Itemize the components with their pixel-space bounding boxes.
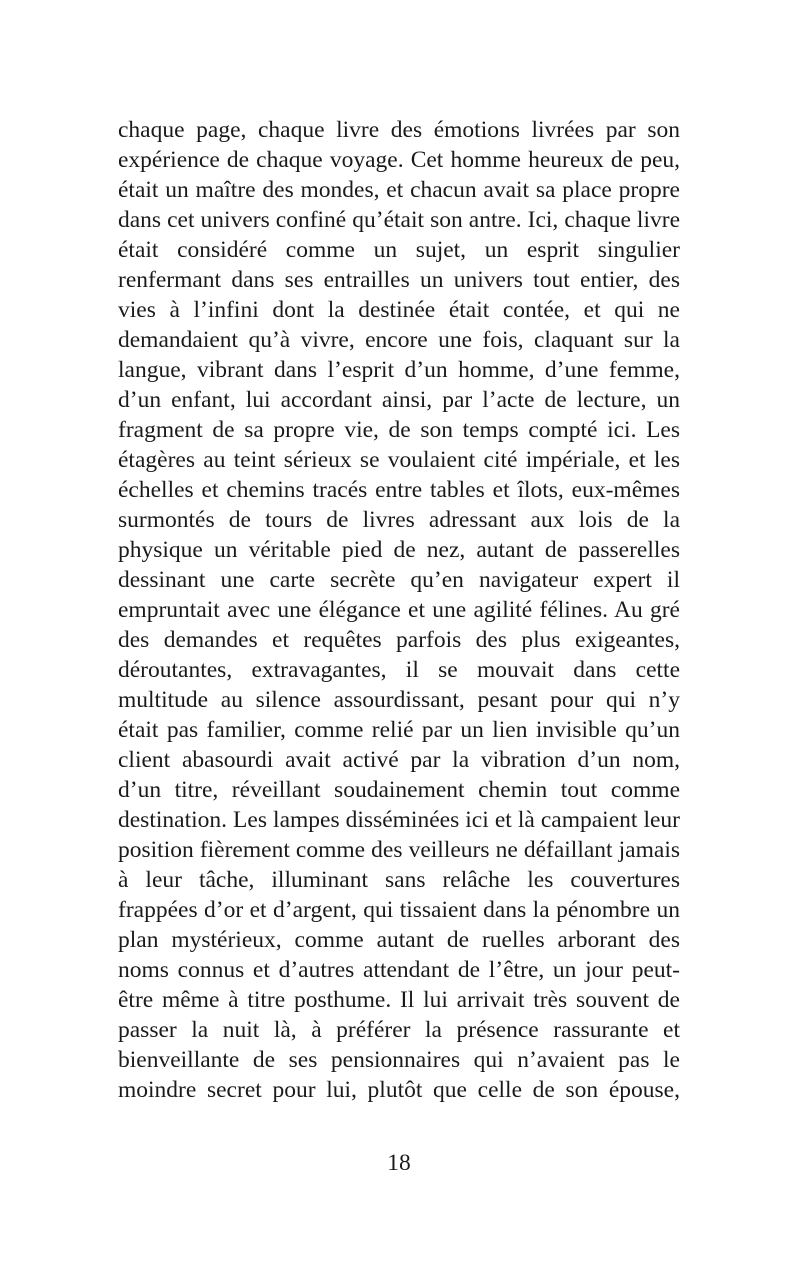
text-line: bienveillante de ses pensionnaires qui n’avaient pas le [118, 1047, 680, 1073]
body-text [118, 115, 680, 1105]
text-line: étagères au teint sérieux se voulaient cité impériale, et les [118, 447, 680, 473]
text-line: des demandes et requêtes parfois des plus exigeantes, [118, 627, 680, 653]
text-line: déroutantes, extravagantes, il se mouvait dans cette [118, 657, 680, 683]
text-line: langue, vibrant dans l’esprit d’un homme, d’une femme, [118, 357, 680, 383]
text-line: dans cet univers confiné qu’était son antre. Ici, chaque livre [118, 207, 680, 233]
text-line: était considéré comme un sujet, un esprit singulier [118, 237, 680, 263]
text-line: client abasourdi avait activé par la vibration d’un nom, [118, 747, 680, 773]
text-line: dessinant une carte secrète qu’en navigateur expert il [118, 567, 680, 593]
text-line: d’un titre, réveillant soudainement chemin tout comme [118, 777, 680, 803]
text-line: fragment de sa propre vie, de son temps compté ici. Les [118, 417, 680, 443]
text-line: expérience de chaque voyage. Cet homme heureux de peu, [118, 147, 680, 173]
text-line: surmontés de tours de livres adressant aux lois de la [118, 507, 680, 533]
text-line: d’un enfant, lui accordant ainsi, par l’acte de lecture, un [118, 387, 680, 413]
text-line: chaque page, chaque livre des émotions livrées par son [118, 117, 680, 143]
text-line: vies à l’infini dont la destinée était contée, et qui ne [118, 297, 680, 323]
text-line: destination. Les lampes disséminées ici et là campaient leur [118, 807, 680, 833]
text-line: plan mystérieux, comme autant de ruelles arborant des [118, 927, 680, 953]
text-line: position fièrement comme des veilleurs ne défaillant jamais [118, 837, 680, 863]
text-line: empruntait avec une élégance et une agilité félines. Au gré [118, 597, 680, 623]
text-line: noms connus et d’autres attendant de l’être, un jour peut- [118, 957, 680, 983]
text-line: multitude au silence assourdissant, pesant pour qui n’y [118, 687, 680, 713]
text-line: à leur tâche, illuminant sans relâche les couvertures [118, 867, 680, 893]
text-line: renfermant dans ses entrailles un univers tout entier, des [118, 267, 680, 293]
text-line: passer la nuit là, à préférer la présence rassurante et [118, 1017, 680, 1043]
text-line: moindre secret pour lui, plutôt que celle de son épouse, [118, 1077, 680, 1103]
text-line: frappées d’or et d’argent, qui tissaient dans la pénombre un [118, 897, 680, 923]
text-line: échelles et chemins tracés entre tables et îlots, eux-mêmes [118, 477, 680, 503]
text-line: être même à titre posthume. Il lui arrivait très souvent de [118, 987, 680, 1013]
text-line: était un maître des mondes, et chacun avait sa place propre [118, 177, 680, 203]
page-number: 18 [387, 1150, 411, 1176]
text-line: physique un véritable pied de nez, autant de passerelles [118, 537, 680, 563]
text-line: était pas familier, comme relié par un lien invisible qu’un [118, 717, 680, 743]
text-line: demandaient qu’à vivre, encore une fois, claquant sur la [118, 327, 680, 353]
